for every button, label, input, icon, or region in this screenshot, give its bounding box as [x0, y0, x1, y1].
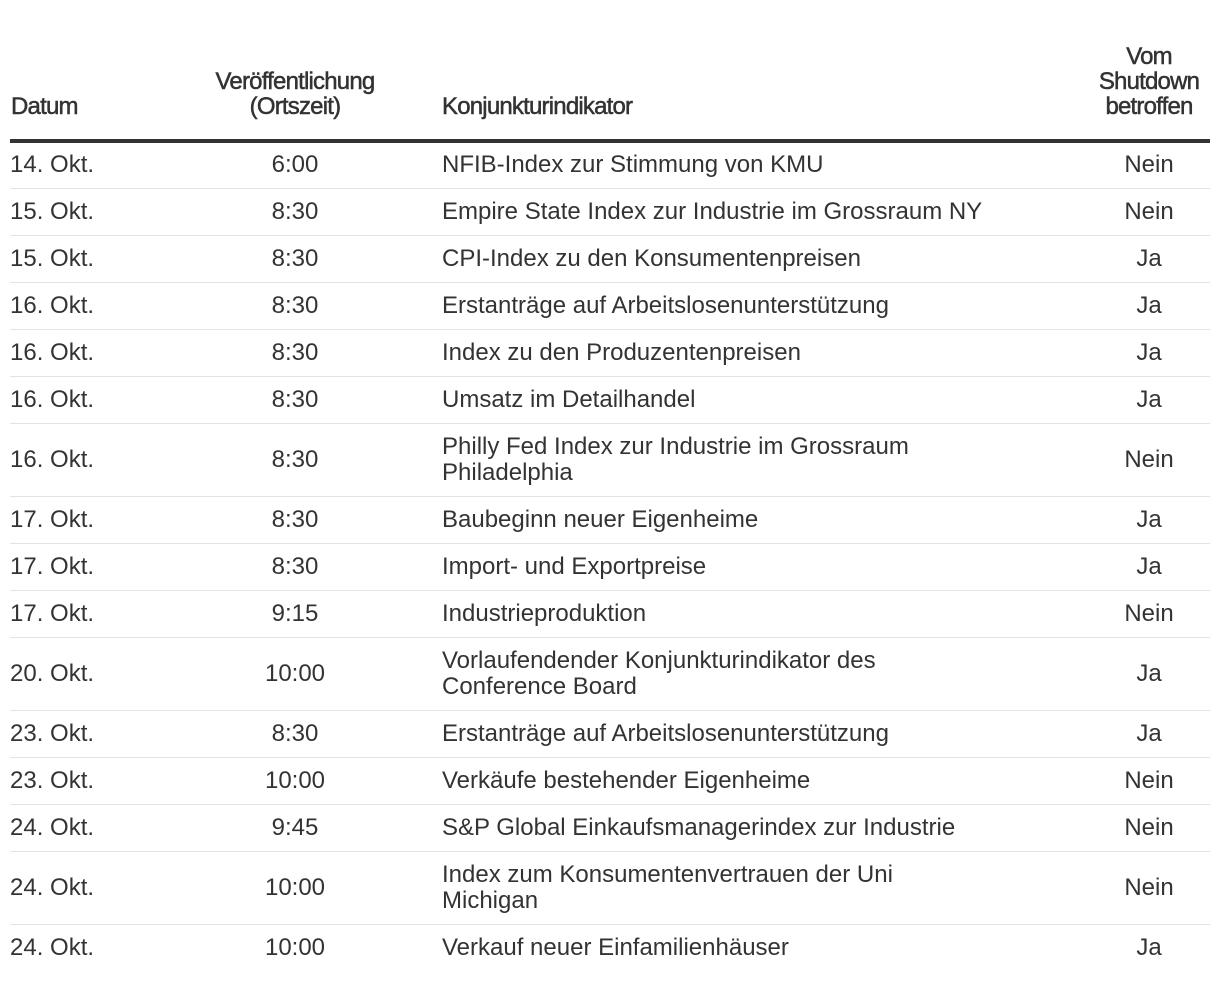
cell-indicator-line1: Index zum Konsumentenvertrauen der Uni — [442, 860, 893, 888]
cell-time: 8:30 — [180, 496, 410, 543]
header-row — [10, 0, 1210, 141]
header-shutdown-line3: betroffen — [1105, 93, 1193, 120]
cell-indicator: Industrieproduktion — [410, 590, 1082, 637]
cell-time: 10:00 — [180, 757, 410, 804]
cell-indicator-line2: Philadelphia — [442, 458, 573, 486]
cell-indicator — [410, 637, 1082, 710]
cell-date: 23. Okt. — [10, 757, 180, 804]
header-release-time-line1: Veröffentlichung — [215, 68, 375, 95]
cell-shutdown: Ja — [1082, 329, 1210, 376]
table-row — [10, 637, 1210, 710]
header-shutdown-line1: Vom — [1126, 43, 1172, 70]
cell-time: 10:00 — [180, 637, 410, 710]
table-row — [10, 543, 1210, 590]
header-indicator — [410, 0, 1082, 141]
cell-date: 24. Okt. — [10, 851, 180, 924]
table-row — [10, 757, 1210, 804]
cell-date: 16. Okt. — [10, 376, 180, 423]
cell-shutdown: Ja — [1136, 933, 1162, 961]
cell-date: 20. Okt. — [10, 637, 180, 710]
table-row — [10, 804, 1210, 851]
cell-indicator-line2: Conference Board — [442, 672, 637, 700]
cell-date: 23. Okt. — [10, 710, 180, 757]
cell-time: 10:00 — [264, 933, 326, 961]
cell-date: 15. Okt. — [10, 188, 180, 235]
cell-shutdown: Ja — [1082, 637, 1210, 710]
table-row — [10, 851, 1210, 924]
cell-indicator-line1: Vorlaufendender Konjunkturindikator des — [442, 646, 876, 674]
cell-indicator: Empire State Index zur Industrie im Grossraum NY — [410, 188, 1082, 235]
header-release-time-line2: (Ortszeit) — [249, 93, 341, 120]
table-row — [10, 496, 1210, 543]
cell-shutdown: Ja — [1082, 376, 1210, 423]
cell-indicator: Verkauf neuer Einfamilienhäuser — [442, 933, 789, 961]
cell-indicator: Baubeginn neuer Eigenheime — [410, 496, 1082, 543]
table-row — [10, 282, 1210, 329]
cell-indicator-line2: Michigan — [442, 886, 539, 914]
cell-shutdown: Nein — [1082, 804, 1210, 851]
cell-date: 15. Okt. — [10, 235, 180, 282]
cell-shutdown: Nein — [1082, 141, 1210, 188]
cell-shutdown: Nein — [1082, 757, 1210, 804]
release-calendar — [10, 0, 1210, 971]
cell-time: 9:15 — [180, 590, 410, 637]
header-release-time — [180, 0, 410, 141]
cell-indicator: Umsatz im Detailhandel — [410, 376, 1082, 423]
cell-time: 8:30 — [180, 235, 410, 282]
cell-indicator: NFIB-Index zur Stimmung von KMU — [410, 141, 1082, 188]
cell-indicator: Erstanträge auf Arbeitslosenunterstützung — [410, 710, 1082, 757]
table-row — [10, 376, 1210, 423]
cell-time: 6:00 — [180, 141, 410, 188]
cell-time: 8:30 — [180, 282, 410, 329]
table-row — [10, 329, 1210, 376]
cell-shutdown: Nein — [1082, 590, 1210, 637]
header-indicator-label: Konjunkturindikator — [442, 93, 633, 120]
cell-date: 17. Okt. — [10, 543, 180, 590]
table-row — [10, 710, 1210, 757]
cell-shutdown: Ja — [1082, 235, 1210, 282]
header-date — [10, 0, 180, 141]
cell-shutdown: Ja — [1082, 496, 1210, 543]
cell-time: 8:30 — [180, 710, 410, 757]
cell-indicator — [410, 423, 1082, 496]
cell-shutdown: Ja — [1082, 710, 1210, 757]
cell-indicator: Import- und Exportpreise — [410, 543, 1082, 590]
table-row — [10, 188, 1210, 235]
header-shutdown — [1082, 0, 1210, 141]
cell-shutdown: Nein — [1082, 423, 1210, 496]
cell-date: 17. Okt. — [10, 590, 180, 637]
cell-indicator — [410, 851, 1082, 924]
table-row — [10, 235, 1210, 282]
cell-time: 8:30 — [180, 188, 410, 235]
cell-time: 9:45 — [180, 804, 410, 851]
cell-indicator-line1: Philly Fed Index zur Industrie im Grossraum — [442, 432, 909, 460]
header-date-label: Datum — [11, 93, 78, 120]
table-row — [10, 924, 1210, 971]
cell-indicator: Erstanträge auf Arbeitslosenunterstützung — [410, 282, 1082, 329]
header-shutdown-line2: Shutdown — [1098, 68, 1200, 95]
cell-time: 8:30 — [180, 376, 410, 423]
table-row — [10, 590, 1210, 637]
cell-time: 10:00 — [180, 851, 410, 924]
cell-date: 16. Okt. — [10, 282, 180, 329]
cell-time: 8:30 — [180, 423, 410, 496]
cell-date: 16. Okt. — [10, 329, 180, 376]
table-row — [10, 141, 1210, 188]
cell-time: 8:30 — [180, 329, 410, 376]
cell-date: 24. Okt. — [10, 804, 180, 851]
table-body — [10, 141, 1210, 971]
indicator-table — [10, 0, 1210, 971]
cell-indicator: Index zu den Produzentenpreisen — [410, 329, 1082, 376]
cell-shutdown: Ja — [1082, 282, 1210, 329]
cell-shutdown: Ja — [1082, 543, 1210, 590]
cell-time: 8:30 — [180, 543, 410, 590]
cell-date: 14. Okt. — [10, 141, 180, 188]
cell-date: 17. Okt. — [10, 496, 180, 543]
cell-indicator: CPI-Index zu den Konsumentenpreisen — [410, 235, 1082, 282]
table-row — [10, 423, 1210, 496]
cell-indicator: S&P Global Einkaufsmanagerindex zur Industrie — [410, 804, 1082, 851]
cell-date: 24. Okt. — [10, 933, 95, 961]
cell-indicator: Verkäufe bestehender Eigenheime — [410, 757, 1082, 804]
table-header — [10, 0, 1210, 141]
cell-date: 16. Okt. — [10, 423, 180, 496]
cell-shutdown: Nein — [1082, 188, 1210, 235]
cell-shutdown: Nein — [1082, 851, 1210, 924]
